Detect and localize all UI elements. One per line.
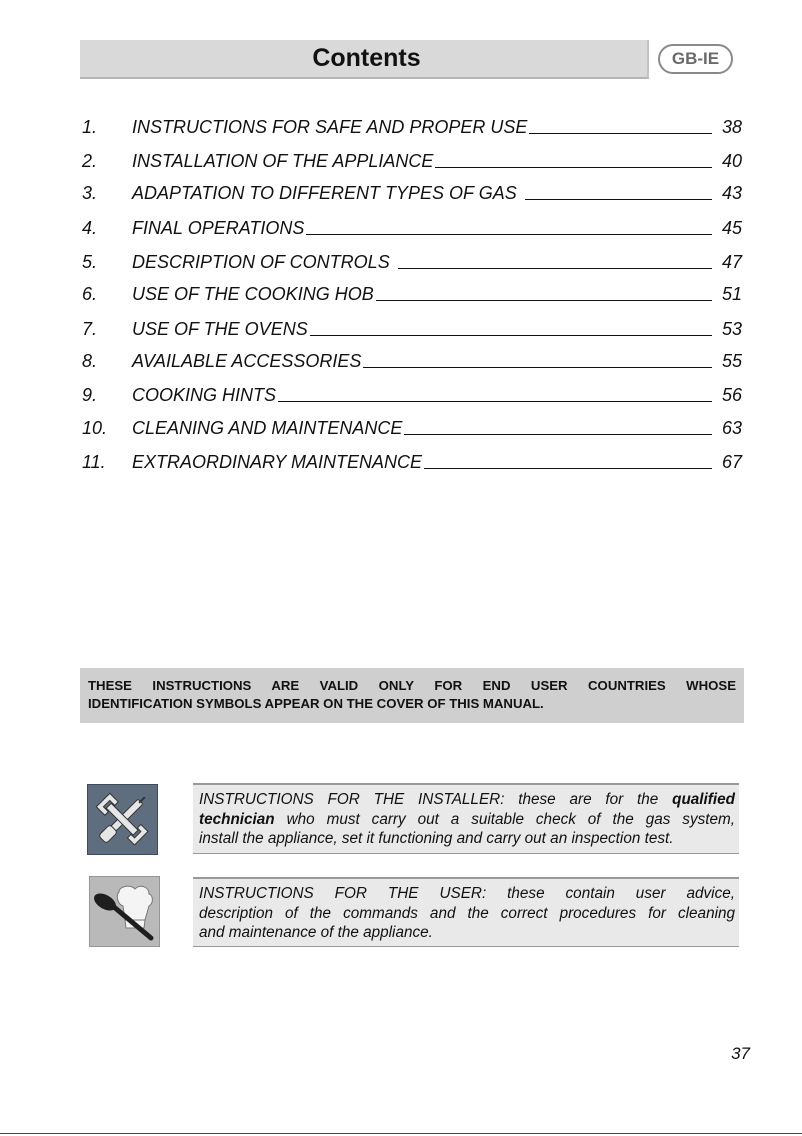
toc-number: 8. bbox=[82, 351, 98, 371]
toc-number: 1. bbox=[82, 117, 98, 137]
toc-entry[interactable] bbox=[82, 376, 742, 406]
toc-leader bbox=[404, 434, 712, 435]
toc-title: USE OF THE OVENS bbox=[132, 319, 308, 339]
installer-emphasis: qualified bbox=[672, 791, 735, 808]
installer-line: install the appliance, set it functioning and carry out an inspection test. bbox=[199, 830, 674, 847]
toc-entry[interactable] bbox=[82, 174, 742, 204]
toc-number: 3. bbox=[82, 183, 98, 203]
toc-page: 63 bbox=[721, 418, 742, 438]
toc-number: 2. bbox=[82, 151, 98, 171]
toc-page: 45 bbox=[721, 218, 742, 238]
toc-page: 38 bbox=[721, 117, 742, 137]
toc-entry[interactable] bbox=[82, 310, 742, 340]
toc-title: FINAL OPERATIONS bbox=[132, 218, 305, 238]
user-line: description of the commands and the correct procedures for cleaning bbox=[199, 904, 735, 922]
installer-emphasis: technician bbox=[199, 810, 275, 828]
installer-instructions bbox=[193, 783, 739, 854]
toc-leader bbox=[376, 300, 712, 301]
toc-page: 53 bbox=[721, 319, 742, 339]
toc-title: EXTRAORDINARY MAINTENANCE bbox=[132, 452, 423, 472]
toc-leader bbox=[306, 234, 712, 235]
toc-number: 10. bbox=[82, 418, 108, 438]
installer-line bbox=[199, 810, 735, 830]
installer-text: INSTRUCTIONS FOR THE INSTALLER: these are for the bbox=[199, 791, 673, 808]
toc-number: 4. bbox=[82, 218, 98, 238]
notice-line: IDENTIFICATION SYMBOLS APPEAR ON THE COVER OF THIS MANUAL. bbox=[88, 696, 544, 711]
toc-title: USE OF THE COOKING HOB bbox=[132, 284, 374, 304]
page-number: 37 bbox=[731, 1044, 750, 1063]
toc-title: INSTRUCTIONS FOR SAFE AND PROPER USE bbox=[132, 117, 528, 137]
toc-leader bbox=[424, 468, 712, 469]
validity-notice bbox=[80, 668, 744, 723]
toc-number: 11. bbox=[82, 452, 106, 472]
toc-title: INSTALLATION OF THE APPLIANCE bbox=[132, 151, 434, 171]
toc-entry[interactable] bbox=[82, 243, 742, 273]
page-title: Contents bbox=[312, 44, 421, 72]
installer-line bbox=[199, 790, 735, 810]
toc-page: 47 bbox=[721, 252, 742, 272]
toc-leader bbox=[435, 167, 712, 168]
toc-title: ADAPTATION TO DIFFERENT TYPES OF GAS bbox=[132, 183, 517, 203]
toc-page: 43 bbox=[721, 183, 742, 203]
user-line: INSTRUCTIONS FOR THE USER: these contain user advice, bbox=[199, 885, 735, 902]
toc-entry[interactable] bbox=[82, 409, 742, 439]
toc-page: 56 bbox=[721, 385, 742, 405]
toc-number: 5. bbox=[82, 252, 98, 272]
toc-entry[interactable] bbox=[82, 275, 742, 305]
toc-leader bbox=[310, 335, 712, 336]
toc-leader bbox=[363, 367, 712, 368]
user-instructions bbox=[193, 877, 739, 947]
toc-number: 7. bbox=[82, 319, 98, 339]
bottom-divider bbox=[0, 1133, 802, 1134]
toc-title: CLEANING AND MAINTENANCE bbox=[132, 418, 403, 438]
toc-number: 6. bbox=[82, 284, 98, 304]
toc-leader bbox=[398, 268, 712, 269]
toc-page: 40 bbox=[721, 151, 742, 171]
toc-page: 55 bbox=[721, 351, 742, 371]
chef-spoon-icon bbox=[89, 876, 160, 947]
toc-title: COOKING HINTS bbox=[132, 385, 277, 405]
toc-leader bbox=[278, 401, 712, 402]
toc-title: DESCRIPTION OF CONTROLS bbox=[132, 252, 390, 272]
installer-text: who must carry out a suitable check of the gas system, bbox=[274, 810, 735, 828]
toc-entry[interactable] bbox=[82, 209, 742, 239]
toc-title: AVAILABLE ACCESSORIES bbox=[132, 351, 362, 371]
toc-entry[interactable] bbox=[82, 342, 742, 372]
toc-leader bbox=[529, 133, 712, 134]
toc-entry[interactable] bbox=[82, 443, 742, 473]
toc-number: 9. bbox=[82, 385, 98, 405]
country-badge: GB-IE bbox=[658, 44, 733, 74]
toc-entry[interactable] bbox=[82, 108, 742, 138]
notice-line: THESE INSTRUCTIONS ARE VALID ONLY FOR END USER COUNTRIES WHOSE bbox=[88, 678, 736, 693]
toc-page: 67 bbox=[721, 452, 742, 472]
toc-entry[interactable] bbox=[82, 142, 742, 172]
toc-page: 51 bbox=[721, 284, 742, 304]
toc-leader bbox=[525, 199, 712, 200]
user-line: and maintenance of the appliance. bbox=[199, 924, 433, 941]
tools-icon bbox=[87, 784, 158, 855]
contents-header bbox=[80, 40, 649, 79]
